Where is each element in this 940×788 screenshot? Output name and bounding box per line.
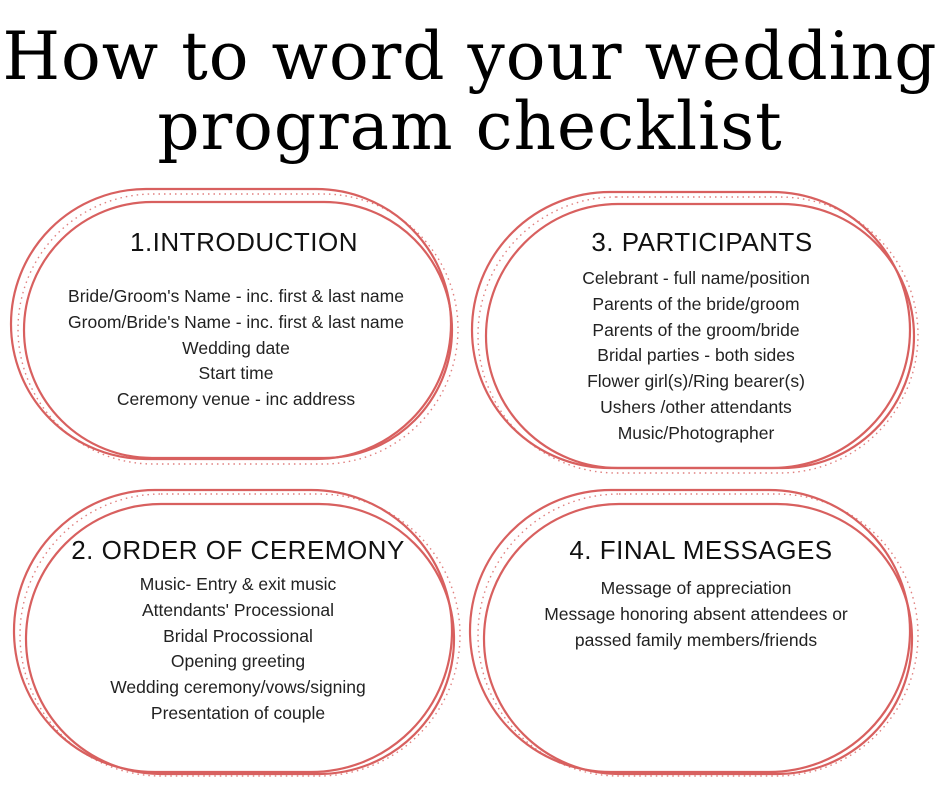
list-item: Start time (198, 363, 274, 384)
list-item: Music- Entry & exit music (139, 574, 337, 594)
list-item: Bridal parties - both sides (597, 345, 795, 366)
list-item: Opening greeting (170, 651, 306, 672)
section-heading: 1.INTRODUCTION (130, 227, 358, 257)
section-final-messages (466, 486, 926, 780)
list-item: Message of appreciation (600, 578, 792, 598)
list-item: Wedding date (182, 337, 290, 358)
list-item: Groom/Bride's Name - inc. first & last name (68, 311, 404, 332)
section-heading: 3. PARTICIPANTS (591, 227, 813, 257)
list-item: Message honoring absent attendees or (544, 603, 848, 624)
title-line-1: How to word your wedding (2, 18, 938, 95)
list-item: Bride/Groom's Name - inc. first & last name (68, 286, 404, 306)
list-item: Flower girl(s)/Ring bearer(s) (587, 371, 805, 392)
section-list (8, 284, 464, 413)
section-content (466, 534, 926, 653)
list-item: Bridal Procossional (163, 625, 313, 646)
section-participants (468, 188, 924, 478)
list-item: Music/Photographer (617, 422, 775, 443)
section-content (8, 226, 464, 413)
section-heading: 2. ORDER OF CEREMONY (71, 535, 405, 565)
list-item: Wedding ceremony/vows/signing (110, 677, 366, 698)
list-item: passed family members/friends (574, 629, 818, 650)
list-item: Presentation of couple (150, 702, 326, 723)
section-list (468, 266, 924, 447)
list-item: Celebrant - full name/position (582, 268, 810, 288)
list-item: Parents of the groom/bride (592, 319, 800, 340)
section-introduction (8, 186, 464, 468)
title-line-2: program checklist (157, 88, 783, 165)
page-title (0, 18, 940, 165)
section-content (468, 226, 924, 447)
list-item: Ceremony venue - inc address (116, 389, 356, 410)
section-heading: 4. FINAL MESSAGES (569, 535, 833, 565)
list-item: Ushers /other attendants (600, 396, 792, 417)
section-list (466, 576, 926, 653)
section-order-of-ceremony (10, 486, 466, 780)
list-item: Parents of the bride/groom (592, 293, 800, 314)
section-content (10, 534, 466, 727)
section-list (10, 572, 466, 727)
list-item: Attendants' Processional (141, 599, 335, 620)
